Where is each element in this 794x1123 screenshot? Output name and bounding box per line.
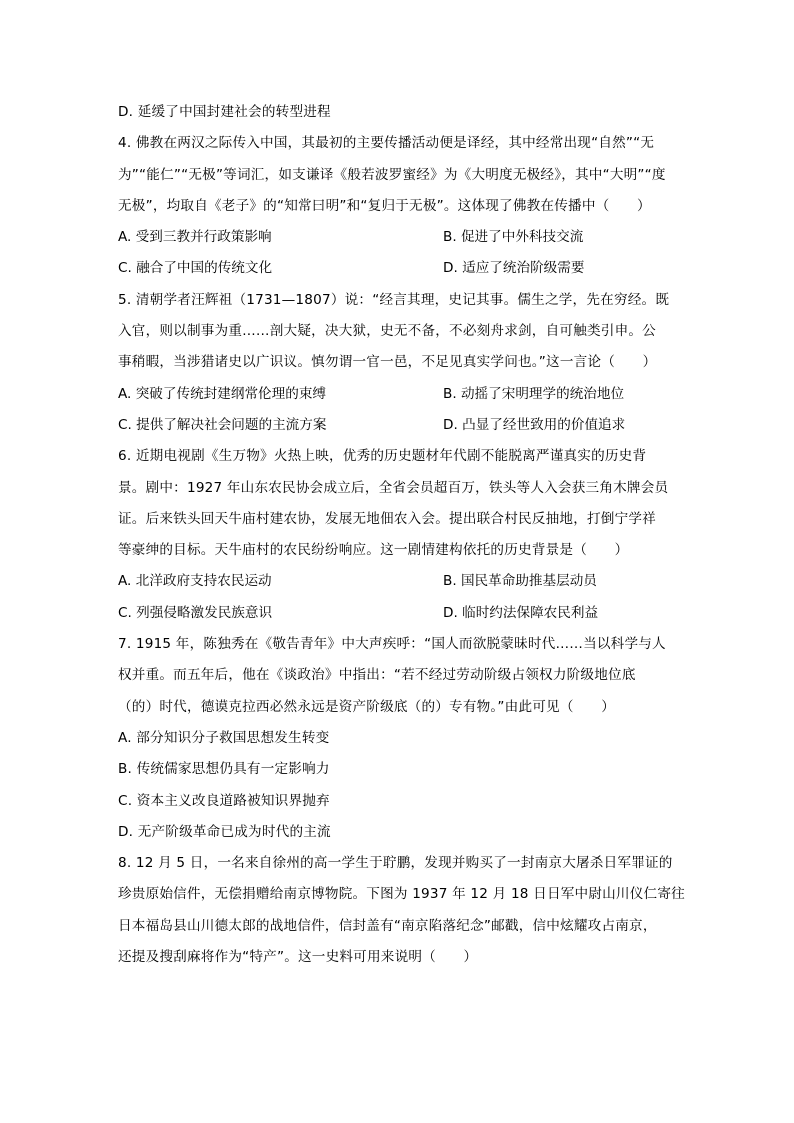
question-stem-line: 7. 1915 年，陈独秀在《敬告青年》中大声疾呼：“国人而欲脱蒙昧时代……当以科学与人	[118, 636, 666, 653]
question-stem-line: 入官，则以制事为重……剖大疑，决大狱，史无不备，不必刻舟求剑，自可触类引申。公	[118, 323, 656, 340]
question-8	[118, 848, 688, 973]
question-stem-line: 证。后来铁头回天牛庙村建农协，发展无地佃农入会。提出联合村民反抽地，打倒宁学祥	[118, 510, 656, 527]
q3-option-d: D. 延缓了中国封建社会的转型进程	[118, 104, 331, 120]
option-a: A. 受到三教并行政策影响	[118, 229, 272, 246]
question-stem-line: 6. 近期电视剧《生万物》火热上映，优秀的历史题材年代剧不能脱离严谨真实的历史背	[118, 448, 647, 465]
option-a: A. 北洋政府支持农民运动	[118, 573, 272, 590]
question-stem-line: 无极”，均取自《老子》的“知常曰明”和“复归于无极”。这体现了佛教在传播中（ ）	[118, 197, 651, 214]
question-stem-line: 等豪绅的目标。天牛庙村的农民纷纷响应。这一剧情建构依托的历史背景是（ ）	[118, 542, 629, 559]
question-5	[118, 285, 688, 441]
option-d: D. 凸显了经世致用的价值追求	[443, 416, 626, 433]
option-c: C. 提供了解决社会问题的主流方案	[118, 416, 327, 433]
option-a: A. 突破了传统封建纲常伦理的束缚	[118, 385, 327, 402]
question-stem-line: 还提及搜刮麻将作为“特产”。这一史料可用来说明（ ）	[118, 949, 478, 966]
question-stem-line: 5. 清朝学者汪辉祖（1731—1807）说：“经言其理，史记其事。儒生之学，先在穷经。既	[118, 291, 670, 308]
question-stem-line: 珍贵原始信件，无偿捐赠给南京博物院。下图为 1937 年 12 月 18 日日军中尉山川仪仁寄往	[118, 886, 685, 903]
option-d: D. 无产阶级革命已成为时代的主流	[118, 823, 331, 840]
option-b: B. 国民革命助推基层动员	[443, 573, 597, 590]
option-c: C. 资本主义改良道路被知识界抛弃	[118, 792, 330, 809]
exam-page	[118, 97, 688, 973]
option-b: B. 传统儒家思想仍具有一定影响力	[118, 761, 330, 778]
question-stem-line: 4. 佛教在两汉之际传入中国，其最初的主要传播活动便是译经，其中经常出现“自然”“无	[118, 135, 655, 152]
question-stem-line: 事稍暇，当涉猎诸史以广识议。慎勿谓一官一邑，不足见真实学问也。”这一言论（ ）	[118, 354, 657, 371]
question-stem-line: 权并重。而五年后，他在《谈政治》中指出：“若不经过劳动阶级占领权力阶级地位底	[118, 667, 636, 684]
question-stem-line: 8. 12 月 5 日，一名来自徐州的高一学生于聍鹏，发现并购买了一封南京大屠杀日军罪证的	[118, 855, 673, 872]
option-c: C. 融合了中国的传统文化	[118, 260, 273, 277]
option-b: B. 促进了中外科技交流	[443, 229, 584, 246]
option-b: B. 动摇了宋明理学的统治地位	[443, 385, 625, 402]
question-stem-line: 为”“能仁”“无极”等词汇，如支谦译《般若波罗蜜经》为《大明度无极经》，其中“大明”“度	[118, 166, 666, 183]
option-c: C. 列强侵略激发民族意识	[118, 604, 273, 621]
question-4	[118, 128, 688, 284]
option-d: D. 临时约法保障农民利益	[443, 604, 599, 621]
question-stem-line: 日本福岛县山川德太郎的战地信件，信封盖有“南京陷落纪念”邮戳，信中炫耀攻占南京，	[118, 917, 657, 934]
option-d: D. 适应了统治阶级需要	[443, 260, 585, 277]
option-a: A. 部分知识分子救国思想发生转变	[118, 729, 330, 746]
question-stem-line: （的）时代，德谟克拉西必然永远是资产阶级底（的）专有物。”由此可见（ ）	[118, 698, 616, 715]
question-7	[118, 629, 688, 848]
question-stem-line: 景。剧中：1927 年山东农民协会成立后，全省会员超百万，铁头等人入会获三角木牌会员	[118, 479, 669, 496]
question-6	[118, 441, 688, 629]
